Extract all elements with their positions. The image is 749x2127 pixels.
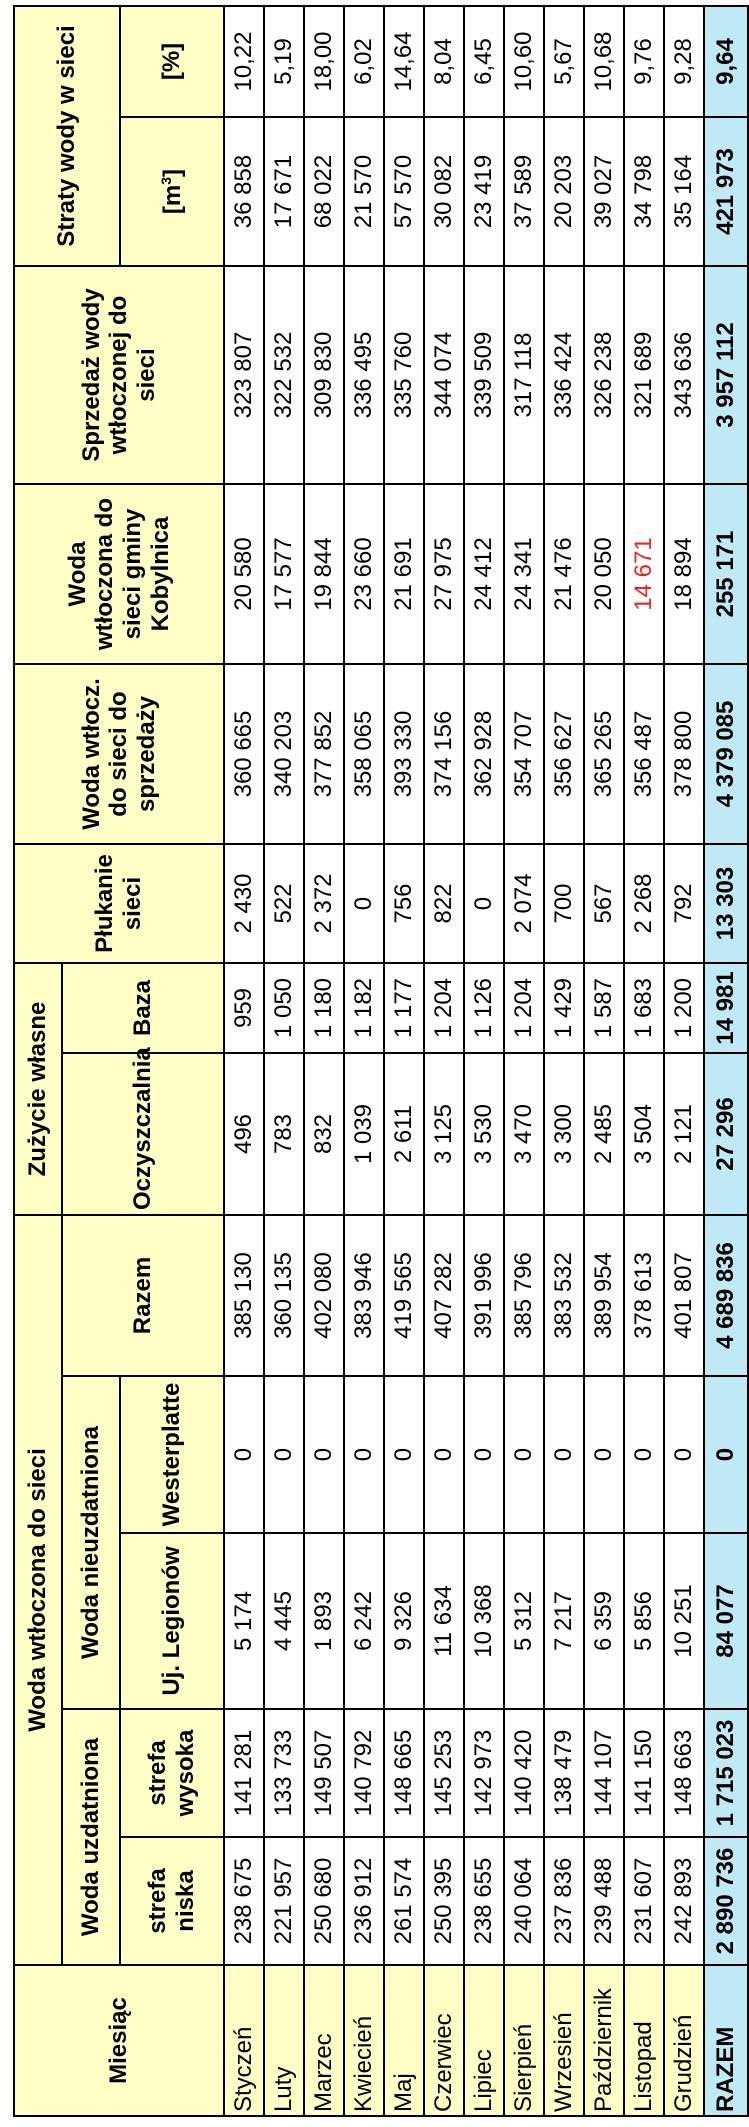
cell-wysoka: 144 107 [584,1709,624,1837]
cell-baza: 1 429 [544,963,584,1053]
cell-westerplatte: 0 [544,1376,584,1533]
cell-baza: 1 587 [584,963,624,1053]
cell-sprzedaz: 317 118 [504,266,544,484]
header-woda-kobylnica: Woda wtłoczona do sieci gminy Kobylnica [14,484,224,664]
cell-westerplatte: 0 [584,1376,624,1533]
cell-legionow: 9 326 [384,1533,424,1709]
cell-razem: 4 689 836 [704,1215,748,1376]
cell-baza: 1 126 [464,963,504,1053]
cell-baza: 1 200 [664,963,704,1053]
cell-sprzedaz: 344 074 [424,266,464,484]
cell-plukanie: 2 074 [504,844,544,963]
cell-niska: 261 574 [384,1837,424,1965]
cell-kobylnica: 24 341 [504,484,544,664]
cell-plukanie: 700 [544,844,584,963]
cell-straty-pct: 5,19 [264,6,304,117]
cell-baza: 14 981 [704,963,748,1053]
month-cell: Styczeń [224,1965,264,2116]
cell-straty-pct: 6,02 [344,6,384,117]
cell-razem: 407 282 [424,1215,464,1376]
cell-razem: 378 613 [624,1215,664,1376]
cell-razem: 391 996 [464,1215,504,1376]
cell-kobylnica: 17 577 [264,484,304,664]
cell-sprzedaz: 335 760 [384,266,424,484]
cell-kobylnica: 19 844 [304,484,344,664]
cell-straty-m3: 30 082 [424,117,464,266]
cell-niska: 238 675 [224,1837,264,1965]
cell-razem: 389 954 [584,1215,624,1376]
month-cell: Luty [264,1965,304,2116]
table-row [424,6,464,2116]
cell-razem: 383 532 [544,1215,584,1376]
cell-razem: 383 946 [344,1215,384,1376]
cell-straty-m3: 34 798 [624,117,664,266]
cell-oczyszczalnia: 27 296 [704,1053,748,1215]
month-cell: Listopad [624,1965,664,2116]
cell-legionow: 10 251 [664,1533,704,1709]
cell-niska: 231 607 [624,1837,664,1965]
cell-legionow: 10 368 [464,1533,504,1709]
cell-baza: 1 050 [264,963,304,1053]
cell-sprzedaz-woda: 356 487 [624,664,664,844]
cell-oczyszczalnia: 2 485 [584,1053,624,1215]
header-strefa-niska: strefa niska [120,1837,224,1965]
cell-plukanie: 822 [424,844,464,963]
cell-kobylnica: 23 660 [344,484,384,664]
cell-oczyszczalnia: 3 470 [504,1053,544,1215]
cell-oczyszczalnia: 496 [224,1053,264,1215]
cell-plukanie: 2 372 [304,844,344,963]
cell-straty-pct: 9,28 [664,6,704,117]
cell-razem: 385 130 [224,1215,264,1376]
cell-razem: 385 796 [504,1215,544,1376]
header-baza: Baza [62,963,224,1053]
cell-straty-pct: 6,45 [464,6,504,117]
cell-sprzedaz-woda: 377 852 [304,664,344,844]
cell-westerplatte: 0 [664,1376,704,1533]
cell-straty-m3: 36 858 [224,117,264,266]
cell-sprzedaz-woda: 356 627 [544,664,584,844]
cell-straty-pct: 10,22 [224,6,264,117]
cell-legionow: 5 856 [624,1533,664,1709]
cell-westerplatte: 0 [264,1376,304,1533]
cell-legionow: 6 242 [344,1533,384,1709]
header-straty-m3 [120,117,224,266]
cell-legionow: 1 893 [304,1533,344,1709]
cell-sprzedaz-woda: 365 265 [584,664,624,844]
cell-straty-pct: 5,67 [544,6,584,117]
header-razem: Razem [62,1215,224,1376]
cell-wysoka: 142 973 [464,1709,504,1837]
month-cell: Grudzień [664,1965,704,2116]
cell-legionow: 11 634 [424,1533,464,1709]
cell-oczyszczalnia: 832 [304,1053,344,1215]
unit-m3-text: [m [158,184,186,215]
unit-m3-sup: 3 [157,176,174,185]
header-woda-uzdatniona: Woda uzdatniona [62,1709,120,1965]
cell-baza: 1 683 [624,963,664,1053]
cell-kobylnica: 21 476 [544,484,584,664]
cell-baza: 1 204 [424,963,464,1053]
cell-straty-pct: 18,00 [304,6,344,117]
cell-wysoka: 1 715 023 [704,1709,748,1837]
cell-plukanie: 522 [264,844,304,963]
cell-wysoka: 148 665 [384,1709,424,1837]
cell-straty-pct: 10,60 [504,6,544,117]
table-row [224,6,264,2116]
cell-oczyszczalnia: 3 504 [624,1053,664,1215]
cell-westerplatte: 0 [424,1376,464,1533]
table-row [664,6,704,2116]
cell-sprzedaz-woda: 378 800 [664,664,704,844]
cell-straty-m3: 35 164 [664,117,704,266]
total-row [704,6,748,2116]
cell-wysoka: 149 507 [304,1709,344,1837]
cell-legionow: 7 217 [544,1533,584,1709]
cell-legionow: 5 174 [224,1533,264,1709]
header-woda-nieuzdatniona: Woda nieuzdatniona [62,1376,120,1709]
cell-oczyszczalnia: 3 300 [544,1053,584,1215]
cell-razem: 360 135 [264,1215,304,1376]
cell-sprzedaz: 3 957 112 [704,266,748,484]
cell-westerplatte: 0 [304,1376,344,1533]
cell-niska: 2 890 736 [704,1837,748,1965]
cell-plukanie: 13 303 [704,844,748,963]
header-straty: Straty wody w sieci [14,6,120,266]
cell-baza: 1 177 [384,963,424,1053]
cell-plukanie: 2 268 [624,844,664,963]
cell-oczyszczalnia: 783 [264,1053,304,1215]
cell-sprzedaz: 336 424 [544,266,584,484]
table-row [304,6,344,2116]
cell-plukanie: 0 [344,844,384,963]
cell-baza: 959 [224,963,264,1053]
cell-sprzedaz: 339 509 [464,266,504,484]
cell-oczyszczalnia: 2 611 [384,1053,424,1215]
cell-legionow: 84 077 [704,1533,748,1709]
cell-plukanie: 567 [584,844,624,963]
cell-sprzedaz: 322 532 [264,266,304,484]
cell-baza: 1 180 [304,963,344,1053]
cell-niska: 221 957 [264,1837,304,1965]
cell-niska: 250 395 [424,1837,464,1965]
cell-westerplatte: 0 [464,1376,504,1533]
cell-kobylnica: 27 975 [424,484,464,664]
cell-razem: 419 565 [384,1215,424,1376]
cell-sprzedaz-woda: 393 330 [384,664,424,844]
header-woda-wtloczona: Woda wtłoczona do sieci [14,1215,62,1965]
cell-kobylnica: 20 580 [224,484,264,664]
cell-legionow: 5 312 [504,1533,544,1709]
cell-oczyszczalnia: 1 039 [344,1053,384,1215]
cell-legionow: 6 359 [584,1533,624,1709]
cell-niska: 240 064 [504,1837,544,1965]
cell-kobylnica: 21 691 [384,484,424,664]
table-row [384,6,424,2116]
month-cell: Czerwiec [424,1965,464,2116]
cell-sprzedaz: 336 495 [344,266,384,484]
cell-straty-m3: 421 973 [704,117,748,266]
cell-straty-pct: 8,04 [424,6,464,117]
cell-westerplatte: 0 [704,1376,748,1533]
table-row [344,6,384,2116]
cell-straty-m3: 23 419 [464,117,504,266]
cell-plukanie: 0 [464,844,504,963]
cell-wysoka: 141 281 [224,1709,264,1837]
cell-sprzedaz-woda: 374 156 [424,664,464,844]
cell-westerplatte: 0 [624,1376,664,1533]
cell-wysoka: 138 479 [544,1709,584,1837]
table-row [504,6,544,2116]
cell-wysoka: 148 663 [664,1709,704,1837]
cell-oczyszczalnia: 3 530 [464,1053,504,1215]
month-cell: Lipiec [464,1965,504,2116]
cell-sprzedaz-woda: 354 707 [504,664,544,844]
cell-straty-m3: 68 022 [304,117,344,266]
cell-straty-pct: 9,64 [704,6,748,117]
cell-wysoka: 140 420 [504,1709,544,1837]
cell-wysoka: 140 792 [344,1709,384,1837]
cell-sprzedaz-woda: 340 203 [264,664,304,844]
cell-niska: 242 893 [664,1837,704,1965]
cell-niska: 250 680 [304,1837,344,1965]
cell-plukanie: 756 [384,844,424,963]
cell-niska: 238 655 [464,1837,504,1965]
table-row [584,6,624,2116]
cell-sprzedaz-woda: 360 665 [224,664,264,844]
table-row [624,6,664,2116]
cell-straty-pct: 9,76 [624,6,664,117]
cell-westerplatte: 0 [224,1376,264,1533]
header-straty-pct: [%] [120,6,224,117]
month-cell: Wrzesień [544,1965,584,2116]
table-row [464,6,504,2116]
header-plukanie: Płukanie sieci [14,844,224,963]
header-month: Miesiąc [14,1965,224,2116]
month-cell: RAZEM [704,1965,748,2116]
cell-westerplatte: 0 [504,1376,544,1533]
cell-niska: 236 912 [344,1837,384,1965]
water-balance-table [13,5,749,2117]
month-cell: Październik [584,1965,624,2116]
table-row [544,6,584,2116]
month-cell: Maj [384,1965,424,2116]
cell-westerplatte: 0 [384,1376,424,1533]
cell-sprzedaz: 309 830 [304,266,344,484]
unit-m3-close: ] [158,168,186,177]
month-cell: Marzec [304,1965,344,2116]
header-woda-do-sprzedazy: Woda wtłocz. do sieci do sprzedaży [14,664,224,844]
cell-sprzedaz-woda: 358 065 [344,664,384,844]
header-oczyszczalnia: Oczyszczalnia [62,1053,224,1215]
cell-plukanie: 2 430 [224,844,264,963]
cell-oczyszczalnia: 2 121 [664,1053,704,1215]
month-cell: Sierpień [504,1965,544,2116]
header-zuzycie-wlasne: Zużycie własne [14,963,62,1215]
cell-kobylnica: 20 050 [584,484,624,664]
cell-straty-pct: 10,68 [584,6,624,117]
cell-sprzedaz: 321 689 [624,266,664,484]
cell-razem: 401 807 [664,1215,704,1376]
cell-sprzedaz: 323 807 [224,266,264,484]
cell-straty-m3: 57 570 [384,117,424,266]
header-sprzedaz: Sprzedaż wody wtłoczonej do sieci [14,266,224,484]
table-body [224,6,748,2116]
header-westerplatte: Westerplatte [120,1376,224,1533]
cell-kobylnica: 24 412 [464,484,504,664]
cell-straty-m3: 39 027 [584,117,624,266]
cell-wysoka: 145 253 [424,1709,464,1837]
cell-straty-m3: 37 589 [504,117,544,266]
cell-kobylnica: 18 894 [664,484,704,664]
cell-niska: 237 836 [544,1837,584,1965]
cell-razem: 402 080 [304,1215,344,1376]
cell-sprzedaz-woda: 362 928 [464,664,504,844]
cell-oczyszczalnia: 3 125 [424,1053,464,1215]
cell-niska: 239 488 [584,1837,624,1965]
cell-sprzedaz: 343 636 [664,266,704,484]
cell-plukanie: 792 [664,844,704,963]
cell-wysoka: 141 150 [624,1709,664,1837]
table-row [264,6,304,2116]
cell-legionow: 4 445 [264,1533,304,1709]
cell-kobylnica: 255 171 [704,484,748,664]
cell-sprzedaz: 326 238 [584,266,624,484]
cell-straty-m3: 21 570 [344,117,384,266]
cell-westerplatte: 0 [344,1376,384,1533]
header-strefa-wysoka: strefa wysoka [120,1709,224,1837]
cell-sprzedaz-woda: 4 379 085 [704,664,748,844]
month-cell: Kwiecień [344,1965,384,2116]
header-uj-legionow: Uj. Legionów [120,1533,224,1709]
cell-straty-m3: 20 203 [544,117,584,266]
cell-wysoka: 133 733 [264,1709,304,1837]
cell-baza: 1 182 [344,963,384,1053]
cell-kobylnica: 14 671 [624,484,664,664]
cell-straty-pct: 14,64 [384,6,424,117]
cell-straty-m3: 17 671 [264,117,304,266]
cell-baza: 1 204 [504,963,544,1053]
